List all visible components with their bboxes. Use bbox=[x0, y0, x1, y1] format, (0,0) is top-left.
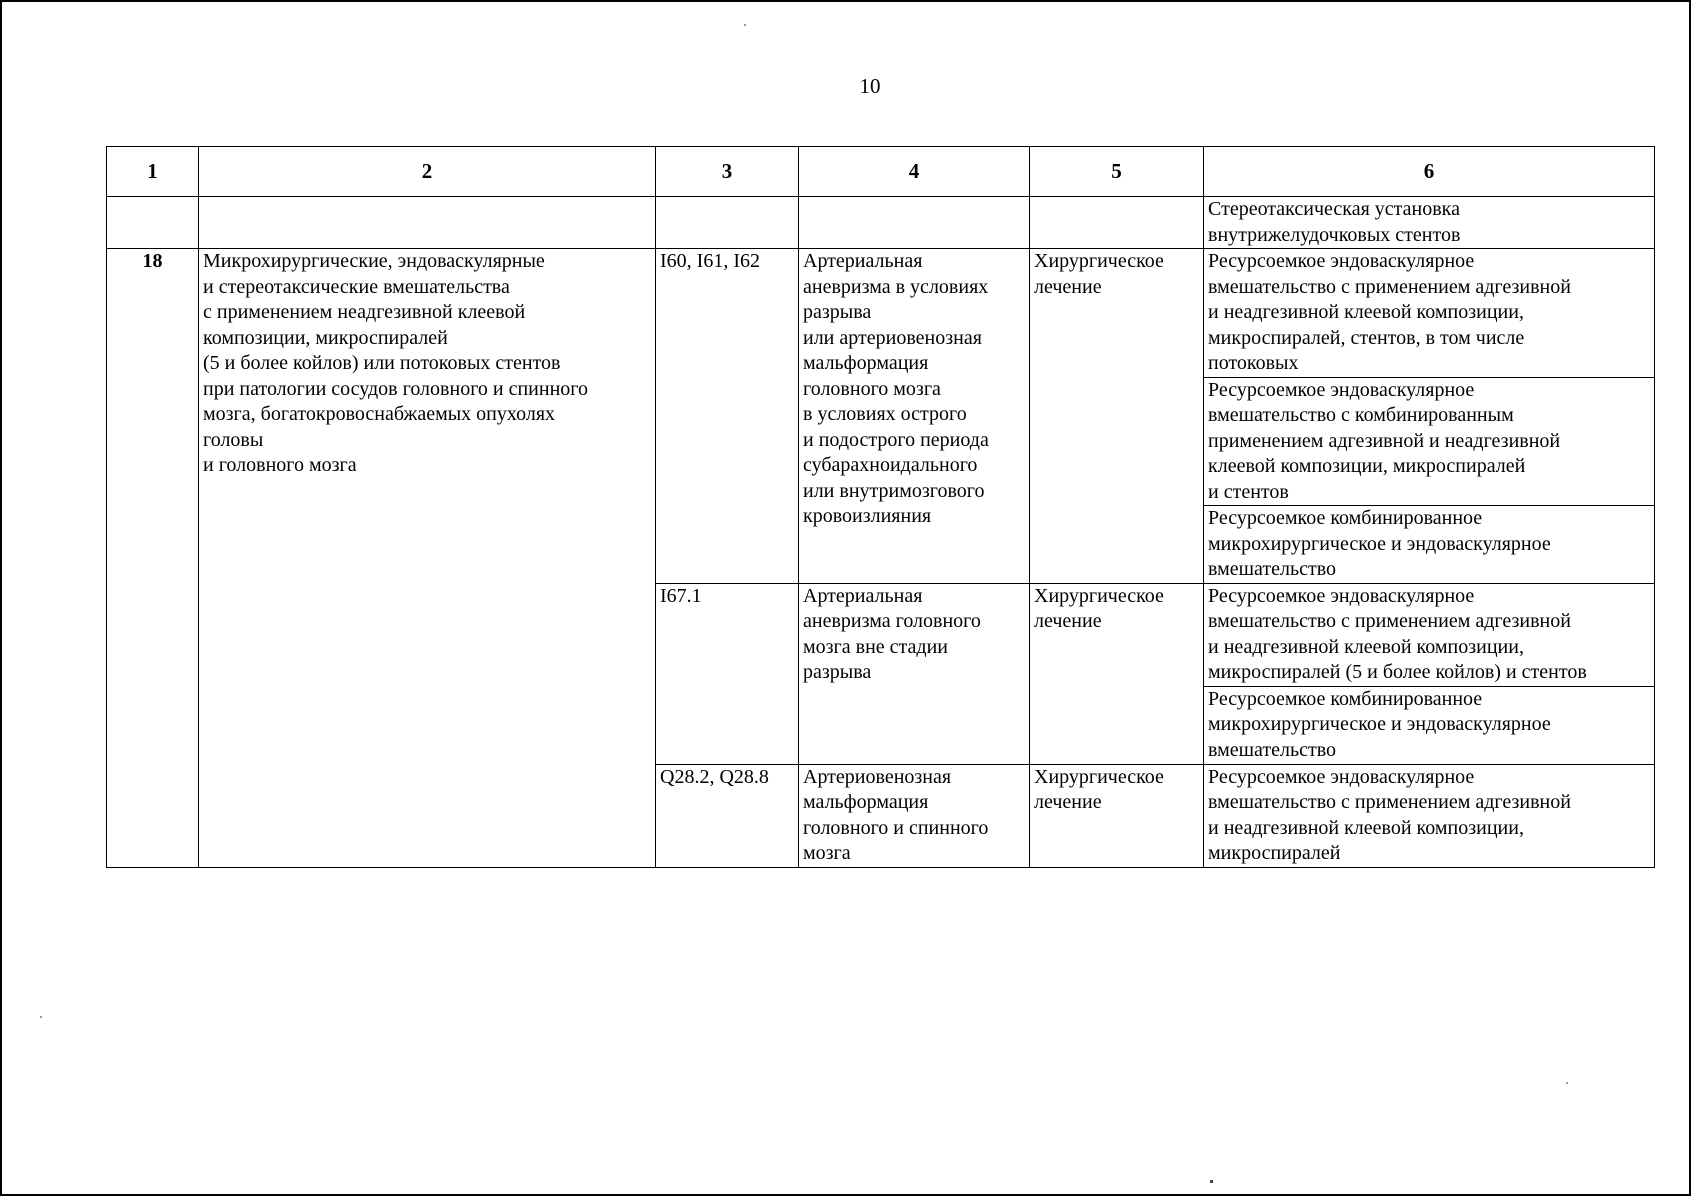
header-cell: 5 bbox=[1030, 147, 1204, 197]
table-row bbox=[107, 197, 1655, 249]
empty-cell bbox=[107, 197, 199, 249]
treatment-cell: Хирургическое лечение bbox=[1030, 764, 1204, 867]
treatment-cell: Хирургическое лечение bbox=[1030, 249, 1204, 584]
scan-speck bbox=[1210, 1180, 1213, 1183]
row-number: 18 bbox=[107, 249, 199, 868]
method-cell: Ресурсоемкое комбинированное микрохирургическое и эндоваскулярное вмешательство bbox=[1204, 506, 1655, 584]
method-cell: Ресурсоемкое эндоваскулярное вмешательство с применением адгезивной и неадгезивной клеевой композиции, микроспиралей (5 и более койлов) и стентов bbox=[1204, 583, 1655, 686]
services-table bbox=[106, 146, 1655, 868]
header-cell: 3 bbox=[656, 147, 799, 197]
diagnosis-cell: Артериовенозная мальформация головного и спинного мозга bbox=[799, 764, 1030, 867]
header-cell: 4 bbox=[799, 147, 1030, 197]
diagnosis-cell: Артериальная аневризма головного мозга вне стадии разрыва bbox=[799, 583, 1030, 764]
empty-cell bbox=[656, 197, 799, 249]
method-cell: Стереотаксическая установка внутрижелудочковых стентов bbox=[1204, 197, 1655, 249]
scan-speck bbox=[744, 24, 746, 26]
empty-cell bbox=[1030, 197, 1204, 249]
method-cell: Ресурсоемкое эндоваскулярное вмешательство с комбинированным применением адгезивной и неадгезивной клеевой композиции, микроспиралей и стентов bbox=[1204, 377, 1655, 506]
scan-speck bbox=[1566, 1082, 1568, 1084]
page-number: 10 bbox=[859, 74, 881, 98]
table-header-row bbox=[107, 147, 1655, 197]
method-cell: Ресурсоемкое эндоваскулярное вмешательство с применением адгезивной и неадгезивной клеевой композиции, микроспиралей, стентов, в том числе потоковых bbox=[1204, 249, 1655, 378]
empty-cell bbox=[799, 197, 1030, 249]
treatment-cell: Хирургическое лечение bbox=[1030, 583, 1204, 764]
method-cell: Ресурсоемкое эндоваскулярное вмешательство с применением адгезивной и неадгезивной клеевой композиции, микроспиралей bbox=[1204, 764, 1655, 867]
description-cell: Микрохирургические, эндоваскулярные и стереотаксические вмешательства с применением неадгезивной клеевой композиции, микроспиралей (5 и более койлов) или потоковых стентов при патологии сосудов головного и спинного мозга, богатокровоснабжаемых опухолях головы и головного мозга bbox=[199, 249, 656, 868]
codes-cell: I67.1 bbox=[656, 583, 799, 764]
diagnosis-cell: Артериальная аневризма в условиях разрыва или артериовенозная мальформация головного мозга в условиях острого и подострого периода субарахноидального или внутримозгового кровоизлияния bbox=[799, 249, 1030, 584]
codes-cell: Q28.2, Q28.8 bbox=[656, 764, 799, 867]
header-cell: 1 bbox=[107, 147, 199, 197]
header-cell: 2 bbox=[199, 147, 656, 197]
empty-cell bbox=[199, 197, 656, 249]
table-row bbox=[107, 249, 1655, 378]
codes-cell: I60, I61, I62 bbox=[656, 249, 799, 584]
method-cell: Ресурсоемкое комбинированное микрохирургическое и эндоваскулярное вмешательство bbox=[1204, 686, 1655, 764]
header-cell: 6 bbox=[1204, 147, 1655, 197]
scan-speck bbox=[40, 1016, 42, 1018]
